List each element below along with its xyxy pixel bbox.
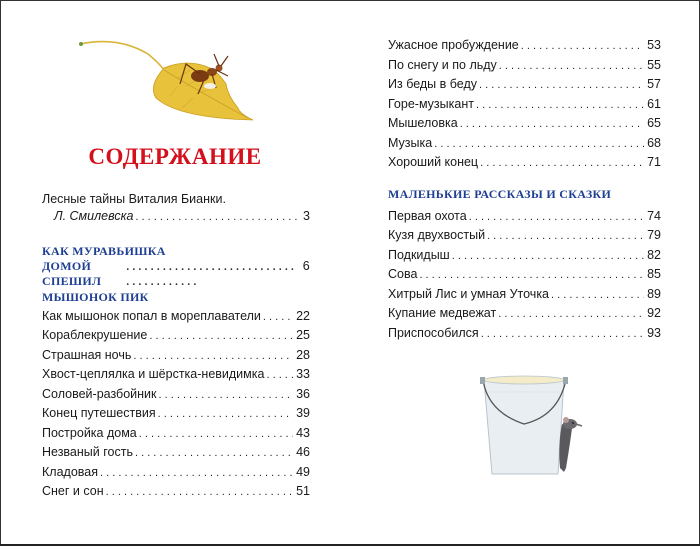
toc-entry-title: Хороший конец [388,155,479,169]
toc-left-column [42,192,310,504]
toc-entry-title: Купание медвежат [388,306,497,320]
toc-entry[interactable] [388,155,661,175]
toc-entry-page: 46 [296,445,310,459]
toc-entry-page: 36 [296,386,310,401]
toc-entry-title: Сова [388,267,418,281]
toc-entry-page: 85 [647,267,661,281]
dot-leader [469,210,644,225]
toc-entry-title: Незваный гость [42,445,133,459]
toc-entry-title: Л. Смилевска [54,209,134,223]
toc-entry-page: 3 [303,209,310,223]
dot-leader [481,327,644,342]
toc-entry[interactable] [388,267,661,287]
bucket-with-mouse-illustration [478,372,608,480]
toc-entry-page: 6 [302,258,310,273]
toc-entry[interactable] [42,367,310,387]
toc-entry[interactable] [42,484,310,504]
toc-entry-title: Горе-музыкант [388,96,474,111]
dot-leader [106,485,293,500]
dot-leader [480,156,644,171]
toc-entry[interactable] [388,116,661,136]
toc-entry-page: 49 [296,464,310,479]
dot-leader [133,349,293,364]
toc-entry-page: 74 [647,208,661,223]
toc-entry-page: 53 [647,38,661,52]
dot-leader [551,288,644,303]
toc-entry-page: 28 [296,347,310,362]
toc-entry[interactable] [388,209,661,229]
toc-entry-title: Постройка дома [42,425,137,440]
toc-entry[interactable] [42,387,310,407]
toc-entry-title: Музыка [388,135,433,150]
section-heading-mouse-pik: МЫШОНОК ПИК [42,289,149,304]
dot-leader [263,310,293,325]
toc-entry-page: 92 [647,306,661,320]
dot-leader [460,117,644,132]
toc-entry-page: 65 [647,116,661,130]
dot-leader [498,307,644,322]
section-heading-small-stories: МАЛЕНЬКИЕ РАССКАЗЫ И СКАЗКИ [388,186,612,201]
toc-entry[interactable] [42,426,310,446]
dot-leader [499,59,644,74]
toc-entry-title: Соловей-разбойник [42,386,157,401]
toc-entry-title: Хитрый Лис и умная Уточка [388,286,550,301]
dot-leader [159,388,294,403]
dot-leader [521,39,644,54]
toc-entry-page: 93 [647,325,661,340]
toc-entry[interactable] [42,309,310,329]
dot-leader [139,427,293,442]
dot-leader [419,268,644,283]
toc-entry[interactable] [388,287,661,307]
toc-entry[interactable] [42,445,310,465]
toc-entry-title: Кораблекрушение [42,328,148,342]
toc-entry-page: 79 [647,228,661,242]
toc-entry-page: 57 [647,77,661,91]
leaf-with-ant-illustration [78,36,258,126]
toc-entry-page: 25 [296,328,310,342]
dot-leader [149,329,293,344]
toc-entry-title: Ужасное пробуждение [388,38,519,52]
toc-entry-title: Конец путешествия [42,406,156,420]
toc-entry-page: 22 [296,308,310,323]
toc-entry-title: Хвост-цеплялка и шёрстка-невидимка [42,367,265,381]
section-heading-ant-line1: КАК МУРАВЬИШКА [42,243,166,258]
dot-leader [266,368,293,383]
toc-entry-section-ant[interactable] [42,258,310,288]
toc-entry-page: 89 [647,286,661,301]
section-heading-ant-line2: ДОМОЙ СПЕШИЛ [42,258,102,288]
toc-entry-page: 55 [647,57,661,72]
dot-leader [158,407,293,422]
toc-entry-title: Первая охота [388,208,467,223]
toc-entry-title: Приспособился [388,325,479,340]
toc-entry-intro[interactable] [42,209,310,229]
dot-leader [135,210,300,225]
toc-entry-page: 82 [647,247,661,262]
dot-leader [487,229,644,244]
page-title: СОДЕРЖАНИЕ [88,144,262,169]
dot-leader [476,98,644,113]
toc-entry-page: 43 [296,425,310,440]
toc-entry-page: 71 [647,155,661,169]
toc-entry-title: Из беды в беду [388,77,477,91]
toc-entry-page: 33 [296,367,310,381]
dot-leader [126,260,299,290]
dot-leader [434,137,644,152]
toc-entry-title: Мышеловка [388,116,458,130]
toc-entry-title: Подкидыш [388,247,450,262]
toc-entry[interactable] [388,326,661,346]
toc-entry[interactable] [388,228,661,248]
toc-entry[interactable] [388,97,661,117]
dot-leader [100,466,293,481]
toc-entry-title: Снег и сон [42,484,104,498]
toc-intro-line1: Лесные тайны Виталия Бианки. [42,192,226,206]
toc-entry-title: Кузя двухвостый [388,228,486,242]
toc-entry-title: Страшная ночь [42,347,132,362]
toc-entry-title: По снегу и по льду [388,57,497,72]
toc-entry[interactable] [388,136,661,156]
toc-entry[interactable] [388,77,661,97]
toc-entry-page: 39 [296,406,310,420]
toc-entry-page: 61 [647,96,661,111]
dot-leader [135,446,293,461]
toc-entry[interactable] [388,248,661,268]
toc-entry[interactable] [42,348,310,368]
dot-leader [452,249,644,264]
toc-entry-page: 68 [647,135,661,150]
toc-entry[interactable] [388,58,661,78]
toc-entry[interactable] [42,328,310,348]
toc-entry-page: 51 [296,484,310,498]
toc-entry[interactable] [388,306,661,326]
toc-entry-title: Как мышонок попал в мореплаватели [42,308,261,323]
toc-entry-title: Кладовая [42,464,98,479]
toc-entry[interactable] [42,406,310,426]
toc-entry[interactable] [388,38,661,58]
dot-leader [479,78,644,93]
toc-entry[interactable] [42,465,310,485]
toc-right-column [388,38,661,345]
